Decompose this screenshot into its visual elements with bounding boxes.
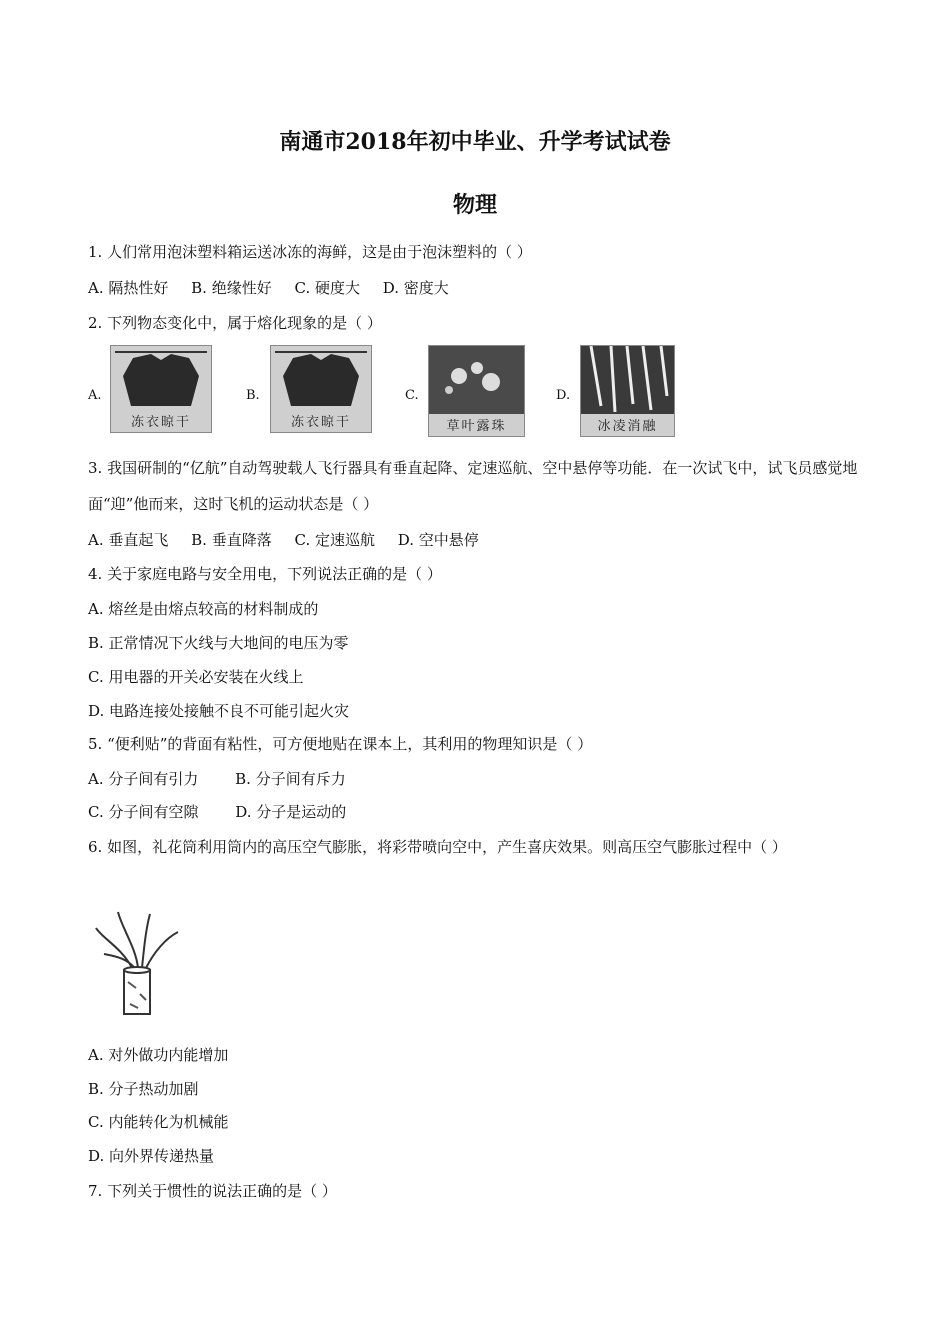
q4-option-a: A. 熔丝是由熔点较高的材料制成的 [88,600,319,618]
q5-options-row1 [88,769,346,789]
q6-option-c: C. 内能转化为机械能 [88,1113,229,1131]
q2-stem: 2. 下列物态变化中，属于熔化现象的是（ ） [88,314,382,332]
q1-option-c: C. 硬度大 [294,279,360,297]
q6-option-b: B. 分子热动加剧 [88,1080,199,1098]
q3-options [88,530,479,550]
q1-option-a: A. 隔热性好 [88,279,169,297]
frozen-clothes-icon [111,346,211,412]
q6-stem: 6. 如图，礼花筒利用筒内的高压空气膨胀，将彩带喷向空中，产生喜庆效果。则高压空气膨胀过程中（ ） [88,838,787,856]
q5-option-d: D. 分子是运动的 [235,803,347,821]
q4-stem: 4. 关于家庭电路与安全用电，下列说法正确的是（ ） [88,565,442,583]
q6-option-a: A. 对外做功内能增加 [88,1046,229,1064]
q5-option-c: C. 分子间有空隙 [88,803,199,821]
q4-option-b: B. 正常情况下火线与大地间的电压为零 [88,634,349,652]
q2-label-a: A. [88,388,102,403]
q5-stem: 5. “便利贴”的背面有粘性，可方便地贴在课本上，其利用的物理知识是（ ） [88,735,593,753]
q2-caption-b: 冻衣晾干 [290,415,351,430]
q2-picture-c [428,345,525,437]
q3-option-a: A. 垂直起飞 [88,531,169,549]
q6-option-d: D. 向外界传递热量 [88,1147,215,1165]
party-popper-figure [92,908,182,1018]
subject-title: 物理 [452,192,497,218]
exam-title: 南通市2018年初中毕业、升学考试试卷 [279,129,671,155]
q3-stem: 3. 我国研制的“亿航”自动驾驶载人飞行器具有垂直起降、定速巡航、空中悬停等功能．在一次试飞中，试飞员感觉地面“迎”他而来，这时飞机的运动状态是（ ） [88,459,858,513]
q2-picture-b [270,345,372,433]
q5-options-row2 [88,802,346,822]
q2-label-b: B. [246,388,260,403]
dew-drops-icon [429,346,524,414]
icicles-icon [581,346,674,414]
q3-option-d: D. 空中悬停 [397,531,479,549]
q2-caption-c: 草叶露珠 [446,419,507,434]
q1-stem: 1. 人们常用泡沫塑料箱运送冰冻的海鲜，这是由于泡沫塑料的（ ） [88,243,532,261]
q2-caption-a: 冻衣晾干 [130,415,191,430]
q5-option-b: B. 分子间有斥力 [235,770,346,788]
q1-option-b: B. 绝缘性好 [191,279,272,297]
q5-option-a: A. 分子间有引力 [88,770,199,788]
q4-option-c: C. 用电器的开关必安装在火线上 [88,668,304,686]
q2-label-d: D. [556,388,571,403]
q1-options [88,278,449,298]
frozen-clothes-icon [271,346,371,412]
q1-option-d: D. 密度大 [382,279,449,297]
q3-option-b: B. 垂直降落 [191,531,272,549]
q7-stem: 7. 下列关于惯性的说法正确的是（ ） [88,1182,337,1200]
q4-option-d: D. 电路连接处接触不良不可能引起火灾 [88,702,350,720]
q2-picture-a [110,345,212,433]
q2-picture-d [580,345,675,437]
q2-label-c: C. [405,388,419,403]
q2-caption-d: 冰凌消融 [597,419,658,434]
q3-option-c: C. 定速巡航 [294,531,375,549]
